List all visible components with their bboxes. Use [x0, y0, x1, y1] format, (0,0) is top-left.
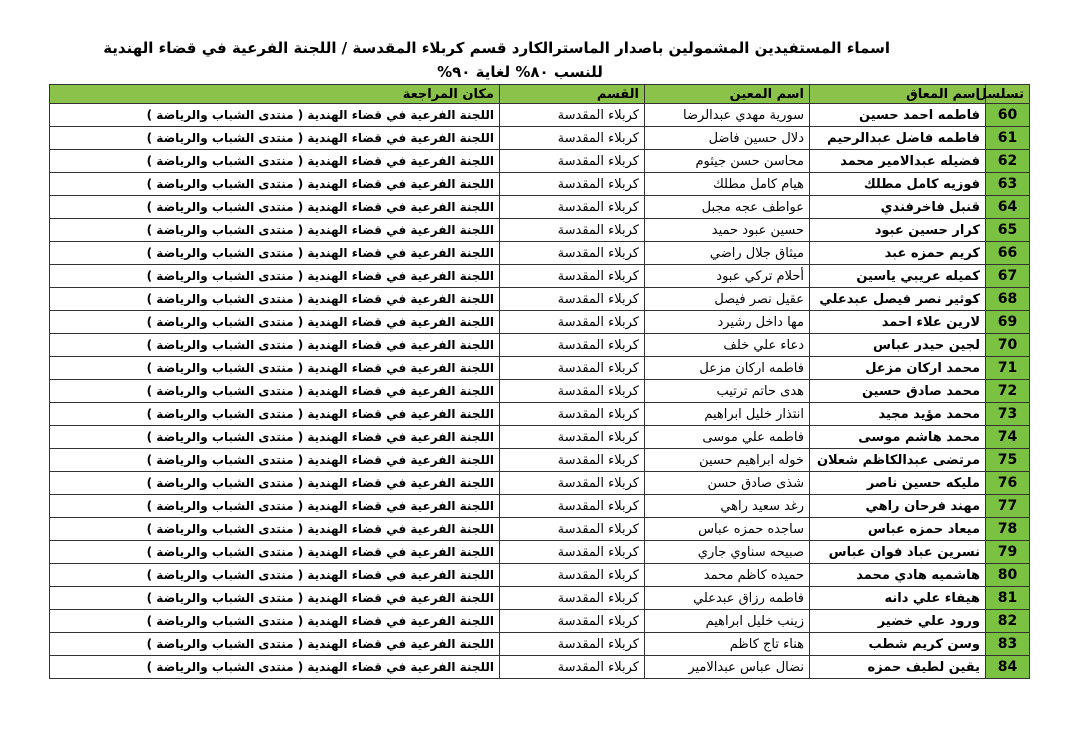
- disabled-name-cell: ورود علي خضير: [810, 610, 986, 633]
- serial-cell: 65: [986, 219, 1030, 242]
- serial-cell: 72: [986, 380, 1030, 403]
- table-row: [50, 610, 1030, 633]
- header-review-place: مكان المراجعة: [50, 85, 500, 104]
- department-cell: كربلاء المقدسة: [500, 173, 645, 196]
- helper-name-cell: خوله ابراهيم حسين: [645, 449, 810, 472]
- serial-cell: 63: [986, 173, 1030, 196]
- review-place-cell: اللجنة الفرعية في قضاء الهندية ( منتدى الشباب والرياضة ): [50, 564, 500, 587]
- table-row: [50, 380, 1030, 403]
- review-place-cell: اللجنة الفرعية في قضاء الهندية ( منتدى الشباب والرياضة ): [50, 127, 500, 150]
- table-row: [50, 472, 1030, 495]
- department-cell: كربلاء المقدسة: [500, 403, 645, 426]
- department-cell: كربلاء المقدسة: [500, 265, 645, 288]
- review-place-cell: اللجنة الفرعية في قضاء الهندية ( منتدى الشباب والرياضة ): [50, 449, 500, 472]
- review-place-cell: اللجنة الفرعية في قضاء الهندية ( منتدى الشباب والرياضة ): [50, 219, 500, 242]
- department-cell: كربلاء المقدسة: [500, 633, 645, 656]
- review-place-cell: اللجنة الفرعية في قضاء الهندية ( منتدى الشباب والرياضة ): [50, 265, 500, 288]
- helper-name-cell: أحلام تركي عبود: [645, 265, 810, 288]
- table-row: [50, 288, 1030, 311]
- review-place-cell: اللجنة الفرعية في قضاء الهندية ( منتدى الشباب والرياضة ): [50, 334, 500, 357]
- disabled-name-cell: كميله عريبي ياسين: [810, 265, 986, 288]
- department-cell: كربلاء المقدسة: [500, 127, 645, 150]
- table-row: [50, 242, 1030, 265]
- disabled-name-cell: لارين علاء احمد: [810, 311, 986, 334]
- beneficiaries-table: [49, 84, 1030, 679]
- department-cell: كربلاء المقدسة: [500, 518, 645, 541]
- helper-name-cell: مها داخل رشيرد: [645, 311, 810, 334]
- helper-name-cell: دعاء علي خلف: [645, 334, 810, 357]
- review-place-cell: اللجنة الفرعية في قضاء الهندية ( منتدى الشباب والرياضة ): [50, 541, 500, 564]
- disabled-name-cell: مليكه حسين ناصر: [810, 472, 986, 495]
- review-place-cell: اللجنة الفرعية في قضاء الهندية ( منتدى الشباب والرياضة ): [50, 610, 500, 633]
- department-cell: كربلاء المقدسة: [500, 587, 645, 610]
- review-place-cell: اللجنة الفرعية في قضاء الهندية ( منتدى الشباب والرياضة ): [50, 242, 500, 265]
- disabled-name-cell: فضيله عبدالامير محمد: [810, 150, 986, 173]
- review-place-cell: اللجنة الفرعية في قضاء الهندية ( منتدى الشباب والرياضة ): [50, 656, 500, 679]
- review-place-cell: اللجنة الفرعية في قضاء الهندية ( منتدى الشباب والرياضة ): [50, 426, 500, 449]
- department-cell: كربلاء المقدسة: [500, 656, 645, 679]
- serial-cell: 84: [986, 656, 1030, 679]
- helper-name-cell: دلال حسين فاضل: [645, 127, 810, 150]
- serial-cell: 68: [986, 288, 1030, 311]
- serial-cell: 61: [986, 127, 1030, 150]
- helper-name-cell: فاطمه رزاق عبدعلي: [645, 587, 810, 610]
- serial-cell: 76: [986, 472, 1030, 495]
- table-row: [50, 265, 1030, 288]
- table-row: [50, 127, 1030, 150]
- department-cell: كربلاء المقدسة: [500, 311, 645, 334]
- review-place-cell: اللجنة الفرعية في قضاء الهندية ( منتدى الشباب والرياضة ): [50, 173, 500, 196]
- helper-name-cell: حميده كاظم محمد: [645, 564, 810, 587]
- serial-cell: 67: [986, 265, 1030, 288]
- review-place-cell: اللجنة الفرعية في قضاء الهندية ( منتدى الشباب والرياضة ): [50, 518, 500, 541]
- serial-cell: 78: [986, 518, 1030, 541]
- serial-cell: 80: [986, 564, 1030, 587]
- table-body: [50, 104, 1030, 679]
- header-disabled-name: اسم المعاق: [810, 85, 986, 104]
- serial-cell: 71: [986, 357, 1030, 380]
- helper-name-cell: زينب خليل ابراهيم: [645, 610, 810, 633]
- table-row: [50, 219, 1030, 242]
- department-cell: كربلاء المقدسة: [500, 495, 645, 518]
- helper-name-cell: شذى صادق حسن: [645, 472, 810, 495]
- table-row: [50, 656, 1030, 679]
- disabled-name-cell: محمد مؤيد مجيد: [810, 403, 986, 426]
- review-place-cell: اللجنة الفرعية في قضاء الهندية ( منتدى الشباب والرياضة ): [50, 380, 500, 403]
- header-helper-name: اسم المعين: [645, 85, 810, 104]
- helper-name-cell: عواطف عجه مجبل: [645, 196, 810, 219]
- helper-name-cell: هيام كامل مطلك: [645, 173, 810, 196]
- table-row: [50, 449, 1030, 472]
- table-row: [50, 587, 1030, 610]
- review-place-cell: اللجنة الفرعية في قضاء الهندية ( منتدى الشباب والرياضة ): [50, 633, 500, 656]
- department-cell: كربلاء المقدسة: [500, 357, 645, 380]
- table-row: [50, 334, 1030, 357]
- review-place-cell: اللجنة الفرعية في قضاء الهندية ( منتدى الشباب والرياضة ): [50, 495, 500, 518]
- serial-cell: 70: [986, 334, 1030, 357]
- review-place-cell: اللجنة الفرعية في قضاء الهندية ( منتدى الشباب والرياضة ): [50, 587, 500, 610]
- helper-name-cell: رغد سعيد راهي: [645, 495, 810, 518]
- disabled-name-cell: هاشميه هادي محمد: [810, 564, 986, 587]
- review-place-cell: اللجنة الفرعية في قضاء الهندية ( منتدى الشباب والرياضة ): [50, 311, 500, 334]
- helper-name-cell: نضال عباس عبدالامير: [645, 656, 810, 679]
- department-cell: كربلاء المقدسة: [500, 541, 645, 564]
- review-place-cell: اللجنة الفرعية في قضاء الهندية ( منتدى الشباب والرياضة ): [50, 472, 500, 495]
- helper-name-cell: ميثاق جلال راضي: [645, 242, 810, 265]
- disabled-name-cell: كرار حسين عبود: [810, 219, 986, 242]
- department-cell: كربلاء المقدسة: [500, 104, 645, 127]
- disabled-name-cell: قنبل فاخرفندي: [810, 196, 986, 219]
- disabled-name-cell: مهند فرحان راهي: [810, 495, 986, 518]
- table-row: [50, 196, 1030, 219]
- table-row: [50, 150, 1030, 173]
- disabled-name-cell: كوثير نصر فيصل عبدعلي: [810, 288, 986, 311]
- serial-cell: 60: [986, 104, 1030, 127]
- title-line-2: للنسب ٨٠% لغاية ٩٠%: [437, 63, 603, 81]
- department-cell: كربلاء المقدسة: [500, 449, 645, 472]
- department-cell: كربلاء المقدسة: [500, 288, 645, 311]
- serial-cell: 82: [986, 610, 1030, 633]
- table-row: [50, 426, 1030, 449]
- disabled-name-cell: فوزيه كامل مطلك: [810, 173, 986, 196]
- serial-cell: 64: [986, 196, 1030, 219]
- table-row: [50, 311, 1030, 334]
- department-cell: كربلاء المقدسة: [500, 150, 645, 173]
- disabled-name-cell: فاطمه احمد حسين: [810, 104, 986, 127]
- document-title: [103, 36, 890, 84]
- disabled-name-cell: وسن كريم شطب: [810, 633, 986, 656]
- serial-cell: 83: [986, 633, 1030, 656]
- helper-name-cell: فاطمه اركان مزعل: [645, 357, 810, 380]
- table-row: [50, 104, 1030, 127]
- table-row: [50, 173, 1030, 196]
- table-row: [50, 564, 1030, 587]
- helper-name-cell: حسين عبود حميد: [645, 219, 810, 242]
- table-row: [50, 403, 1030, 426]
- helper-name-cell: عقيل نصر فيصل: [645, 288, 810, 311]
- serial-cell: 62: [986, 150, 1030, 173]
- disabled-name-cell: محمد هاشم موسى: [810, 426, 986, 449]
- serial-cell: 77: [986, 495, 1030, 518]
- helper-name-cell: سورية مهدي عبدالرضا: [645, 104, 810, 127]
- disabled-name-cell: لجين حيدر عباس: [810, 334, 986, 357]
- helper-name-cell: محاسن حسن جيثوم: [645, 150, 810, 173]
- department-cell: كربلاء المقدسة: [500, 610, 645, 633]
- helper-name-cell: فاطمه علي موسى: [645, 426, 810, 449]
- title-line-1: اسماء المستفيدين المشمولين باصدار الماسترالكارد قسم كربلاء المقدسة / اللجنة الفرعية في قضاء الهندية: [103, 39, 890, 57]
- table-row: [50, 495, 1030, 518]
- serial-cell: 69: [986, 311, 1030, 334]
- disabled-name-cell: فاطمه فاضل عبدالرحيم: [810, 127, 986, 150]
- header-serial: تسلسل: [986, 85, 1030, 104]
- disabled-name-cell: يقين لطيف حمزه: [810, 656, 986, 679]
- review-place-cell: اللجنة الفرعية في قضاء الهندية ( منتدى الشباب والرياضة ): [50, 196, 500, 219]
- department-cell: كربلاء المقدسة: [500, 472, 645, 495]
- department-cell: كربلاء المقدسة: [500, 334, 645, 357]
- table-row: [50, 518, 1030, 541]
- review-place-cell: اللجنة الفرعية في قضاء الهندية ( منتدى الشباب والرياضة ): [50, 150, 500, 173]
- department-cell: كربلاء المقدسة: [500, 380, 645, 403]
- disabled-name-cell: نسرين عباد فوان عباس: [810, 541, 986, 564]
- table-row: [50, 633, 1030, 656]
- helper-name-cell: هدى حاتم ترتيب: [645, 380, 810, 403]
- helper-name-cell: صبيحه سناوي جاري: [645, 541, 810, 564]
- serial-cell: 79: [986, 541, 1030, 564]
- review-place-cell: اللجنة الفرعية في قضاء الهندية ( منتدى الشباب والرياضة ): [50, 288, 500, 311]
- header-department: القسم: [500, 85, 645, 104]
- department-cell: كربلاء المقدسة: [500, 196, 645, 219]
- disabled-name-cell: محمد اركان مزعل: [810, 357, 986, 380]
- helper-name-cell: انتذار خليل ابراهيم: [645, 403, 810, 426]
- department-cell: كربلاء المقدسة: [500, 219, 645, 242]
- serial-cell: 74: [986, 426, 1030, 449]
- serial-cell: 75: [986, 449, 1030, 472]
- disabled-name-cell: هيفاء علي دانه: [810, 587, 986, 610]
- table-header-row: [50, 85, 1030, 104]
- department-cell: كربلاء المقدسة: [500, 564, 645, 587]
- table-row: [50, 541, 1030, 564]
- serial-cell: 81: [986, 587, 1030, 610]
- helper-name-cell: ساجده حمزه عباس: [645, 518, 810, 541]
- helper-name-cell: هناء تاج كاظم: [645, 633, 810, 656]
- disabled-name-cell: كريم حمزه عبد: [810, 242, 986, 265]
- department-cell: كربلاء المقدسة: [500, 242, 645, 265]
- department-cell: كربلاء المقدسة: [500, 426, 645, 449]
- table-row: [50, 357, 1030, 380]
- review-place-cell: اللجنة الفرعية في قضاء الهندية ( منتدى الشباب والرياضة ): [50, 104, 500, 127]
- review-place-cell: اللجنة الفرعية في قضاء الهندية ( منتدى الشباب والرياضة ): [50, 357, 500, 380]
- serial-cell: 73: [986, 403, 1030, 426]
- serial-cell: 66: [986, 242, 1030, 265]
- disabled-name-cell: ميعاد حمزه عباس: [810, 518, 986, 541]
- disabled-name-cell: محمد صادق حسين: [810, 380, 986, 403]
- review-place-cell: اللجنة الفرعية في قضاء الهندية ( منتدى الشباب والرياضة ): [50, 403, 500, 426]
- disabled-name-cell: مرتضى عبدالكاظم شعلان: [810, 449, 986, 472]
